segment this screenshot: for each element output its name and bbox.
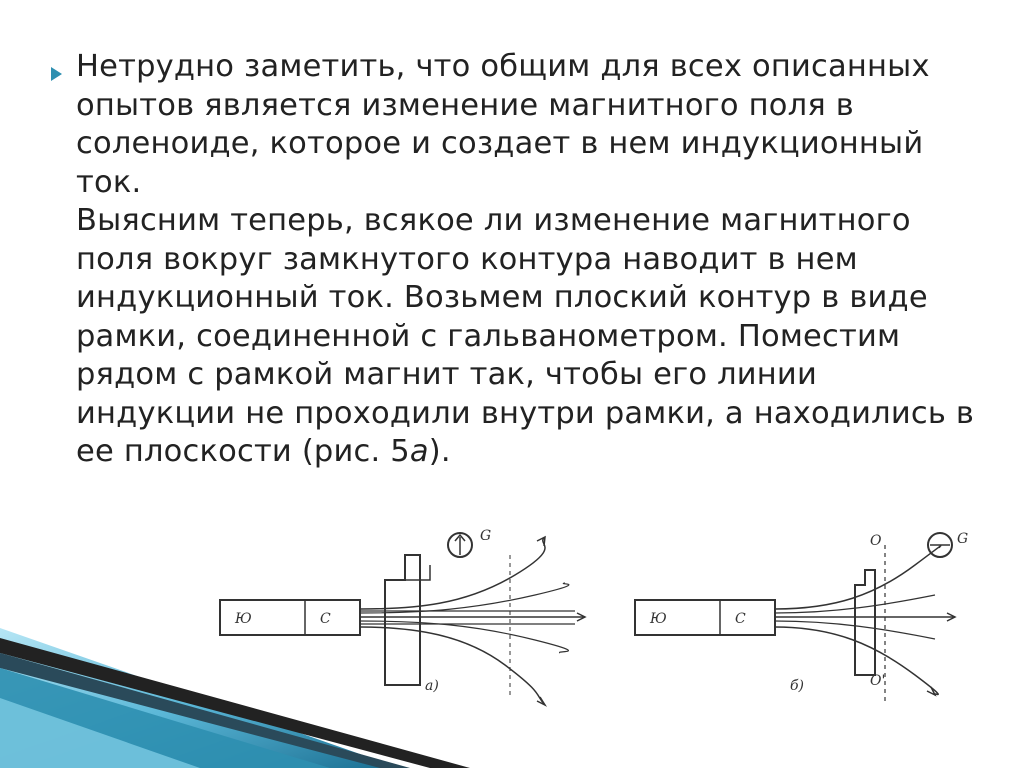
body-text	[76, 48, 976, 472]
frame-right	[855, 570, 875, 675]
paragraph-1: Нетрудно заметить, что общим для всех описанных опытов является изменение магнитного поля в соленоиде, которое и создает в нем индукционный ток.	[76, 49, 930, 200]
diagram-a	[220, 533, 585, 705]
caption-a: а)	[425, 678, 439, 694]
experiment-figure	[215, 525, 969, 725]
label-n-left: С	[320, 611, 331, 627]
paragraph-closing: ).	[428, 434, 451, 469]
caption-b: б)	[790, 678, 805, 694]
label-g-right: G	[957, 531, 969, 547]
label-s-right: Ю	[650, 611, 667, 627]
label-n-right: С	[735, 611, 746, 627]
label-o-bottom: О'	[870, 673, 886, 689]
label-o-top: О	[870, 533, 882, 549]
label-s-left: Ю	[235, 611, 252, 627]
bullet-arrow-icon	[50, 66, 64, 82]
figure-ref: а	[409, 434, 429, 469]
frame-left	[385, 555, 420, 685]
paragraph-2: Выясним теперь, всякое ли изменение магнитного поля вокруг замкнутого контура наводит в нем индукционный ток. Возьмем плоский контур в виде рамки, соединенной с гальванометром. Поместим рядом с рамкой магнит так, чтобы его линии индукции не проходили внутри рамки, а находились в ее плоскости (рис. 5	[76, 203, 975, 469]
label-g-left: G	[480, 528, 492, 544]
